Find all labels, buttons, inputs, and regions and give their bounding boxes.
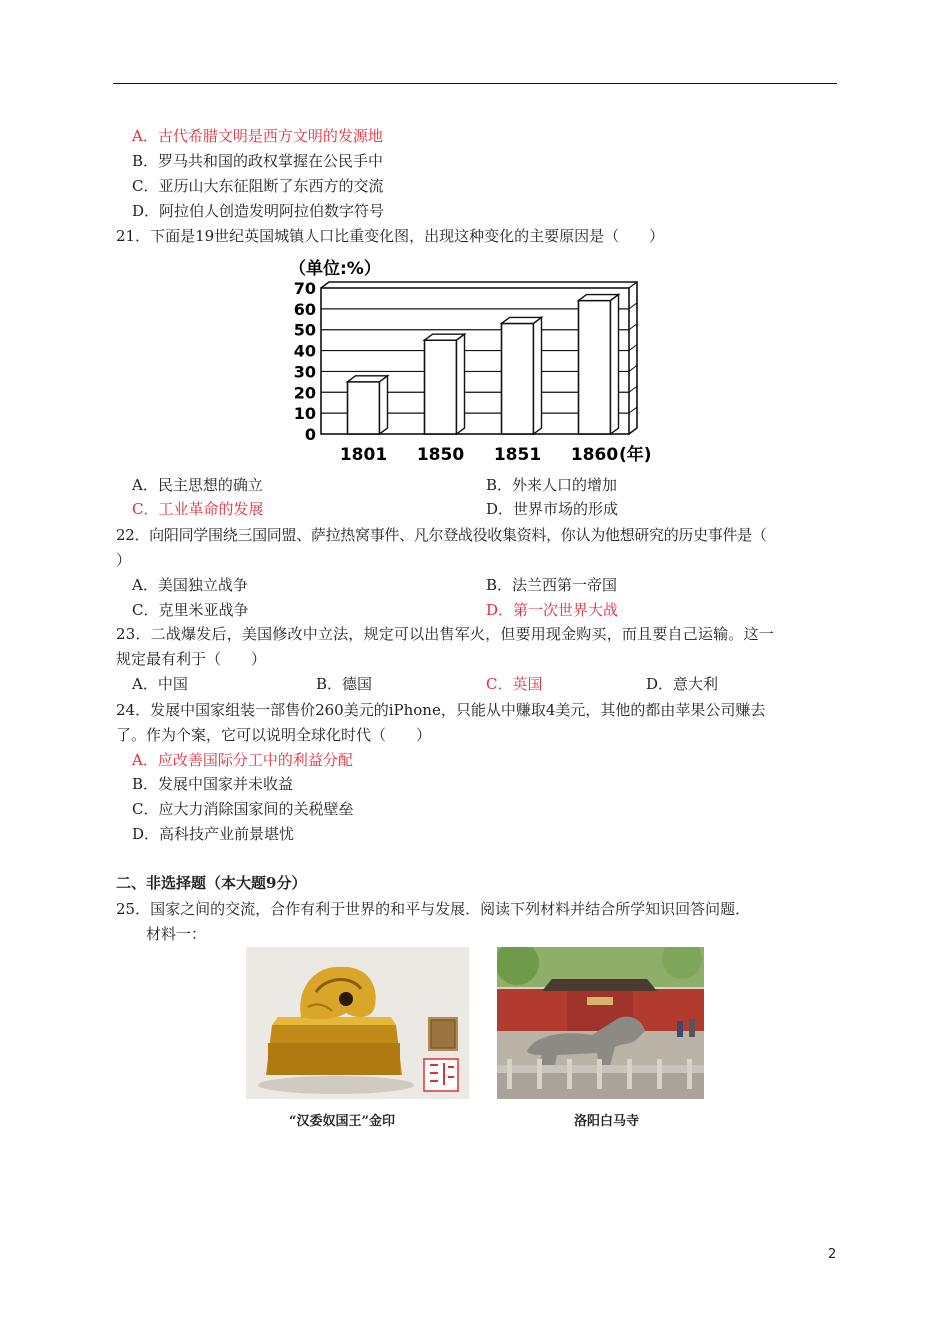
temple-caption: 洛阳白马寺 (574, 1114, 640, 1129)
y-tick-label: 60 (293, 299, 316, 319)
y-tick-label: 0 (304, 425, 316, 444)
q24-option-d: D．高科技产业前景堪忧 (132, 825, 295, 843)
chart-title: （单位:%） (289, 259, 381, 279)
bar-1850 (425, 334, 465, 434)
q22-option-b: B．法兰西第一帝国 (486, 576, 618, 594)
bar-side (611, 295, 619, 434)
x-tick-label: 1850 (416, 445, 465, 465)
q22-option-a: A．美国独立战争 (132, 576, 248, 594)
bar-1801 (348, 376, 388, 434)
y-tick-label: 70 (293, 279, 316, 298)
gold-seal-photo (246, 947, 469, 1099)
bar-1851 (502, 317, 542, 434)
q23-option-b: B．德国 (316, 675, 373, 693)
q21-option-d: D．世界市场的形成 (486, 500, 619, 518)
bar-1860 (579, 295, 619, 434)
gridline-depth (629, 386, 637, 392)
x-tick-label: 1860 (570, 445, 619, 465)
bar-front (502, 323, 534, 434)
q20-option-b: B．罗马共和国的政权掌握在公民手中 (132, 152, 384, 170)
gridline-depth (629, 365, 637, 371)
q23-option-d: D．意大利 (646, 675, 719, 693)
q23-stem-line1: 23．二战爆发后，美国修改中立法，规定可以出售军火，但要用现金购买，而且要自己运输。这一 (116, 625, 774, 643)
section-2-heading: 二、非选择题（本大题9分） (116, 874, 307, 892)
x-tick-label: 1851 (493, 445, 542, 465)
q21-option-c: C．工业革命的发展 (132, 500, 264, 518)
q24-option-c: C．应大力消除国家间的关税壁垒 (132, 800, 354, 818)
y-tick-label: 20 (293, 383, 316, 403)
q24-stem-line1: 24．发展中国家组装一部售价260美元的iPhone，只能从中赚取4美元，其他的都由苹果公司赚去 (116, 701, 766, 719)
y-tick-label: 10 (293, 404, 316, 424)
q23-option-a: A．中国 (132, 675, 188, 693)
q21-option-a: A．民主思想的确立 (132, 476, 263, 494)
urban-population-chart (285, 254, 665, 469)
bar-side (534, 317, 542, 434)
q25-material-label: 材料一： (146, 925, 207, 943)
q22-option-d: D．第一次世界大战 (486, 601, 619, 619)
q21-option-b: B．外来人口的增加 (486, 476, 618, 494)
page-number: 2 (828, 1247, 837, 1262)
q25-stem: 25．国家之间的交流，合作有利于世界的和平与发展．阅读下列材料并结合所学知识回答问题． (116, 900, 751, 918)
q20-option-c: C．亚历山大东征阻断了东西方的交流 (132, 177, 384, 195)
bar-front (425, 340, 457, 434)
x-tick-label: 1801 (339, 445, 388, 465)
gridline-depth (629, 407, 637, 413)
gridline-depth (629, 303, 637, 309)
q24-option-b: B．发展中国家并未收益 (132, 775, 294, 793)
q23-stem-line2: 规定最有利于（ ） (116, 650, 267, 668)
bar-side (380, 376, 388, 434)
gridline-depth (629, 345, 637, 351)
chart-x-label: (年) (619, 445, 652, 465)
q20-option-a: A．古代希腊文明是西方文明的发源地 (132, 127, 383, 145)
q22-option-c: C．克里米亚战争 (132, 601, 249, 619)
chart-y-ticks (294, 279, 316, 444)
bar-front (579, 301, 611, 434)
chart-x-ticks (340, 445, 618, 465)
bar-side (457, 334, 465, 434)
header-rule (113, 83, 837, 84)
q22-stem-line2: ） (116, 551, 132, 569)
q22-stem-line1: 22．向阳同学围绕三国同盟、萨拉热窝事件、凡尔登战役收集资料，你认为他想研究的历史事件是（ (116, 526, 767, 544)
bar-front (348, 382, 380, 434)
gold-seal-caption: “汉委奴国王”金印 (289, 1114, 395, 1129)
y-tick-label: 50 (293, 320, 316, 340)
white-horse-temple-photo (497, 947, 704, 1099)
y-tick-label: 40 (293, 341, 316, 361)
q23-option-c: C．英国 (486, 675, 543, 693)
q24-stem-line2: 了。作为个案，它可以说明全球化时代（ ） (116, 726, 432, 744)
chart-frame-corner (629, 282, 637, 288)
q20-option-d: D．阿拉伯人创造发明阿拉伯数字符号 (132, 202, 385, 220)
q24-option-a: A．应改善国际分工中的利益分配 (132, 751, 353, 769)
q21-stem: 21．下面是19世纪英国城镇人口比重变化图，出现这种变化的主要原因是（ ） (116, 227, 665, 245)
y-tick-label: 30 (293, 362, 316, 382)
gridline-depth (629, 324, 637, 330)
